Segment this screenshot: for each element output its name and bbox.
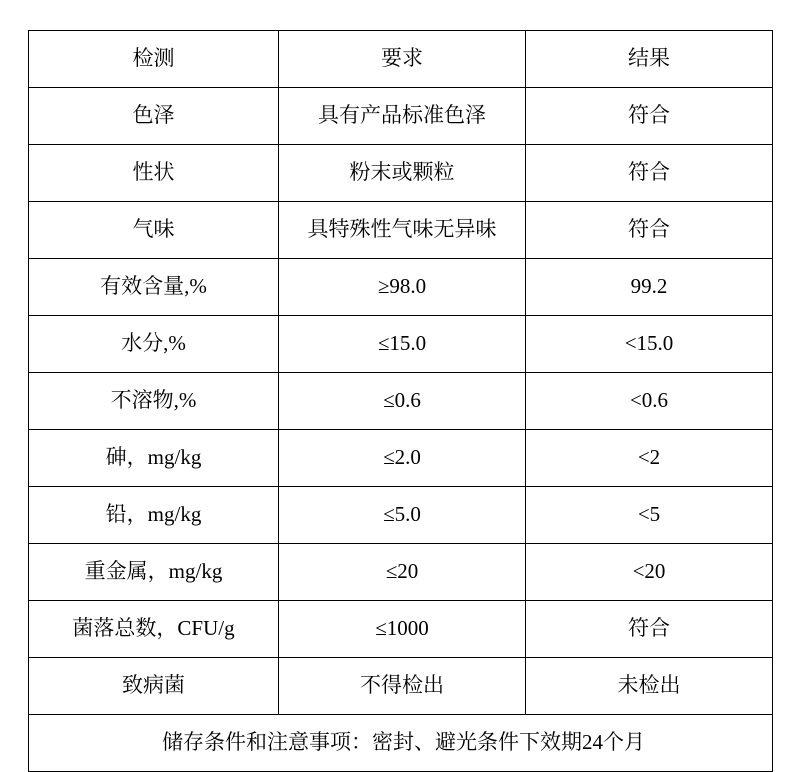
cell-item xyxy=(29,202,279,259)
cell-result xyxy=(526,259,773,316)
cell-item xyxy=(29,544,279,601)
cell-item xyxy=(29,487,279,544)
item-label: 气味 xyxy=(132,217,175,242)
item-label: 砷，mg/kg xyxy=(105,445,202,470)
result-value: 未检出 xyxy=(617,673,681,698)
result-value: 符合 xyxy=(628,103,670,128)
cell-item xyxy=(29,658,279,715)
table-row xyxy=(29,658,773,715)
item-label: 铅，mg/kg xyxy=(105,502,202,527)
cell-requirement xyxy=(279,373,526,430)
requirement-value: ≤1000 xyxy=(375,616,429,641)
cell-requirement xyxy=(279,487,526,544)
table-row xyxy=(29,88,773,145)
cell-item xyxy=(29,259,279,316)
table-row xyxy=(29,202,773,259)
table-row xyxy=(29,373,773,430)
cell-result xyxy=(526,373,773,430)
cell-requirement xyxy=(279,202,526,259)
table-header-cell-requirement xyxy=(279,31,526,88)
item-label: 重金属，mg/kg xyxy=(84,559,223,584)
result-value: 99.2 xyxy=(630,274,668,299)
table-row xyxy=(29,544,773,601)
table-row xyxy=(29,259,773,316)
requirement-value: ≤15.0 xyxy=(377,331,427,356)
table-header-cell-item xyxy=(29,31,279,88)
cell-result xyxy=(526,544,773,601)
cell-item xyxy=(29,316,279,373)
table-row xyxy=(29,487,773,544)
requirement-value: ≤5.0 xyxy=(383,502,421,527)
result-value: <20 xyxy=(632,559,666,584)
cell-item xyxy=(29,601,279,658)
table-header-row xyxy=(29,31,773,88)
result-value: 符合 xyxy=(628,217,670,242)
cell-requirement xyxy=(279,88,526,145)
result-value: <5 xyxy=(637,502,661,527)
cell-requirement xyxy=(279,145,526,202)
requirement-value: ≤2.0 xyxy=(383,445,421,470)
table-row xyxy=(29,601,773,658)
storage-note-text: 储存条件和注意事项：密封、避光条件下效期24个月 xyxy=(162,730,645,755)
requirement-value: 具有产品标准色泽 xyxy=(318,103,486,128)
cell-result xyxy=(526,316,773,373)
requirement-value: 不得检出 xyxy=(360,673,444,698)
requirement-value: 粉末或颗粒 xyxy=(349,160,455,185)
cell-item xyxy=(29,430,279,487)
cell-result xyxy=(526,487,773,544)
cell-result xyxy=(526,145,773,202)
table-row xyxy=(29,316,773,373)
cell-item xyxy=(29,145,279,202)
cell-requirement xyxy=(279,430,526,487)
requirement-value: ≤20 xyxy=(385,559,419,584)
header-label-requirement: 要求 xyxy=(381,46,423,71)
result-value: <2 xyxy=(637,445,661,470)
header-label-item: 检测 xyxy=(132,46,175,71)
cell-result xyxy=(526,202,773,259)
item-label: 色泽 xyxy=(132,103,175,128)
result-value: 符合 xyxy=(628,616,670,641)
table-header-cell-result xyxy=(526,31,773,88)
result-value: <0.6 xyxy=(629,388,669,413)
table-row xyxy=(29,430,773,487)
cell-requirement xyxy=(279,316,526,373)
cell-requirement xyxy=(279,259,526,316)
specification-table xyxy=(28,30,773,772)
item-label: 不溶物,% xyxy=(110,388,197,413)
requirement-value: 具特殊性气味无异味 xyxy=(307,217,497,242)
requirement-value: ≤0.6 xyxy=(383,388,421,413)
cell-result xyxy=(526,601,773,658)
cell-result xyxy=(526,658,773,715)
result-value: <15.0 xyxy=(624,331,674,356)
item-label: 致病菌 xyxy=(122,673,185,698)
cell-requirement xyxy=(279,544,526,601)
cell-item xyxy=(29,88,279,145)
table-footer-row xyxy=(29,715,773,772)
header-label-result: 结果 xyxy=(628,46,670,71)
cell-item xyxy=(29,373,279,430)
cell-requirement xyxy=(279,658,526,715)
requirement-value: ≥98.0 xyxy=(377,274,427,299)
item-label: 性状 xyxy=(132,160,175,185)
cell-result xyxy=(526,430,773,487)
cell-requirement xyxy=(279,601,526,658)
item-label: 有效含量,% xyxy=(100,274,207,299)
storage-note-cell xyxy=(29,715,773,772)
item-label: 水分,% xyxy=(121,331,186,356)
result-value: 符合 xyxy=(628,160,670,185)
table-row xyxy=(29,145,773,202)
item-label: 菌落总数，CFU/g xyxy=(72,616,235,641)
cell-result xyxy=(526,88,773,145)
